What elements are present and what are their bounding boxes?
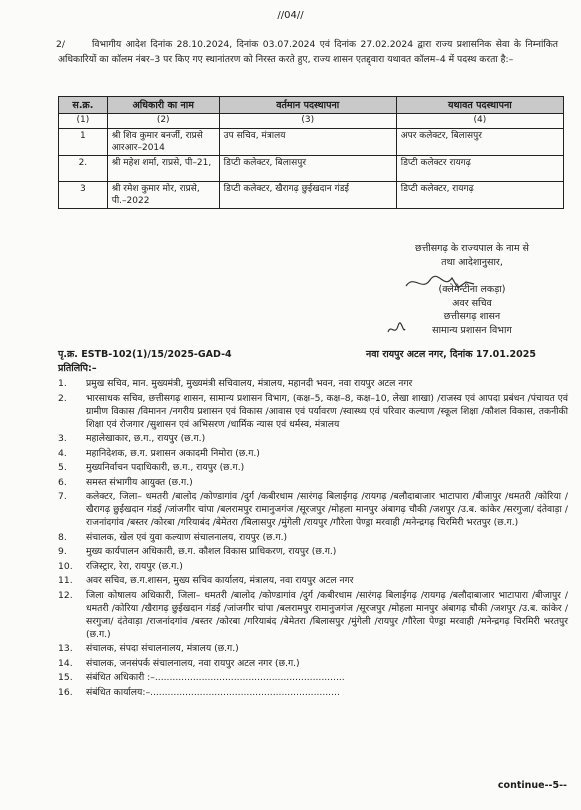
list-item: 15. संबंधित अधिकारी :–................................................................. (58, 672, 345, 683)
cell-officer: श्री महेश शर्मा, राप्रसे, पी–21, (107, 156, 219, 182)
col-number: (2) (107, 114, 219, 129)
list-item: 7. कलेक्टर, जिला– धमतरी /बालोद /कोण्डागांव /दुर्ग /कबीरधाम /सारंगढ़ बिलाईगढ़ /रायगढ़ /बलौदाबाजार भाटापारा /बीजापुर /धमतरी /कोरिया /खैरागढ़ छुईखदान गंडई /जांजगीर चांपा /बलरामपुर रामानुजगंज /सूरजपुर /मोहला मानपुर अंबागढ़ चौकी /जशपुर /उ.ब. कांकेर /सरगुजा/ दंतेवाड़ा /राजनांदगांव /बस्तर /कोरबा /गरियाबंद /बेमेतरा /बिलासपुर /मुंगेली /रायपुर /गौरेला पेण्ड्रा मरवाही /मनेन्द्रगढ़ चिरमिरी भरतपुर (छ.ग.) (58, 491, 568, 528)
list-item: 4. महानिदेशक, छ.ग. प्रशासन अकादमी निमोरा (छ.ग.) (58, 447, 260, 459)
col-number: (3) (219, 114, 396, 129)
reference-place-date: नवा रायपुर अटल नगर, दिनांक 17.01.2025 (366, 349, 536, 360)
cell-sno: 2. (59, 156, 108, 182)
list-item: 1. प्रमुख सचिव, मान. मुख्यमंत्री, मुख्यमंत्री सचिवालय, मंत्रालय, महानदी भवन, नवा रायपुर अटल नगर (58, 378, 413, 389)
reference-number: पृ.क्र. ESTB-102(1)/15/2025-GAD-4 (58, 349, 232, 360)
copy-to-label: प्रतिलिपि:– (58, 363, 97, 374)
cell-sno: 3 (59, 182, 108, 209)
list-item: 10. रजिस्ट्रार, रेरा, रायपुर (छ.ग.) (58, 560, 183, 572)
header-current-posting: वर्तमान पदस्थापना (219, 97, 396, 114)
table-row (59, 129, 564, 156)
list-item: 14. संचालक, जनसंपर्क संचालनालय, नवा रायपुर अटल नगर (छ.ग.) (58, 657, 300, 669)
list-item: 8. संचालक, खेल एवं युवा कल्याण संचालनालय, रायपुर (छ.ग.) (58, 531, 288, 543)
col-number: (4) (396, 114, 563, 129)
table-row (59, 156, 564, 182)
list-item: 9. मुख्य कार्यपालन अधिकारी, छ.ग. कौशल विकास प्राधिकरण, रायपुर (छ.ग.) (58, 546, 337, 557)
transfer-table (58, 96, 564, 209)
cell-retained: अपर कलेक्टर, बिलासपुर (396, 129, 563, 156)
list-item: 6. समस्त संभागीय आयुक्त (छ.ग.) (58, 476, 193, 488)
list-item: 12. जिला कोषालय अधिकारी, जिला– धमतरी /बालोद /कोण्डागांव /दुर्ग /कबीरधाम /सारंगढ़ बिलाईगढ़ /रायगढ़ /बलौदाबाजार भाटापारा /बीजापुर /धमतरी /कोरिया /खैरागढ़ छुईखदान गंडई /जांजगीर चांपा /बलरामपुर रामानुजगंज /सूरजपुर /मोहला मानपुर अंबागढ़ चौकी /जशपुर /उ.ब. कांकेर /सरगुजा/ दंतेवाड़ा /राजनांदगांव /बस्तर /कोरबा /गरियाबंद /बेमेतरा /बिलासपुर /मुंगेली /रायपुर /गौरेला पेण्ड्रा मरवाही /मनेन्द्रगढ़ चिरमिरी भरतपुर (छ.ग.) (58, 589, 568, 640)
cell-retained: डिप्टी कलेक्टर रायगढ़ (396, 156, 563, 182)
header-sno: स.क्र. (59, 97, 108, 114)
signatory-govt: छत्तीसगढ़ शासन (443, 311, 501, 322)
cell-current: उप सचिव, मंत्रालय (219, 129, 396, 156)
table-row (59, 182, 564, 209)
page-number: //04// (277, 10, 304, 21)
cell-current: डिप्टी कलेक्टर, खैरागढ़ छुईखदान गंडई (219, 182, 396, 209)
initial-mark (385, 320, 407, 340)
cell-officer: श्री रमेश कुमार मोर, राप्रसे, पी.–2022 (107, 182, 219, 209)
list-item: 11. अवर सचिव, छ.ग.शासन, मुख्य सचिव कार्यालय, मंत्रालय, नवा रायपुर अटल नगर (58, 575, 354, 586)
signatory-designation: अवर सचिव (452, 297, 492, 309)
cell-current: डिप्टी कलेक्टर, बिलासपुर (219, 156, 396, 182)
signature-line-2: तथा आदेशानुसार, (441, 256, 503, 268)
paragraph-text: विभागीय आदेश दिनांक 28.10.2024, दिनांक 03.07.2024 एवं दिनांक 27.02.2024 द्वारा राज्य प्रशासनिक सेवा के निम्नांकित अधिकारियों का कॉलम नंबर–3 पर किए गए स्थानांतरण को निरस्त करते हुए, राज्य शासन एतद्द्वारा यथावत कॉलम–4 में पदस्थ करता है:– (58, 39, 558, 65)
list-item: 13. संचालक, संपदा संचालनालय, मंत्रालय (छ.ग.) (58, 643, 239, 654)
list-item: 2. भारसाधक सचिव, छत्तीसगढ़ शासन, सामान्य प्रशासन विभाग, (कक्ष–5, कक्ष–8, कक्ष–10, लेखा शाखा) /राजस्व एवं आपदा प्रबंधन /पंचायत एवं ग्रामीण विकास /विमानन /नगरीय प्रशासन एवं विकास /आवास एवं पर्यावरण /स्वास्थ्य एवं परिवार कल्याण /स्कूल शिक्षा /कौशल विकास, तकनीकी शिक्षा एवं रोजगार /सुशासन एवं अभिसरण /धार्मिक न्यास एवं धर्मस्व, मंत्रालय (58, 392, 568, 430)
list-item: 5. मुख्यनिर्वाचन पदाधिकारी, छ.ग., रायपुर (छ.ग.) (58, 462, 245, 473)
paragraph-number: 2/ (56, 39, 65, 50)
cell-officer: श्री शिव कुमार बनर्जी, राप्रसे आरआर–2014 (107, 129, 219, 156)
continue-note: continue--5-- (497, 780, 567, 791)
header-retained-posting: यथावत पदस्थापना (396, 97, 563, 114)
handwritten-signature (400, 272, 480, 294)
signature-line-1: छत्तीसगढ़ के राज्यपाल के नाम से (415, 243, 529, 254)
signatory-name: (क्लेमेन्टीना लकड़ा) (438, 284, 506, 295)
cell-sno: 1 (59, 129, 108, 156)
copy-list (58, 377, 568, 700)
list-item: 3. महालेखाकार, छ.ग., रायपुर (छ.ग.) (58, 433, 206, 444)
cell-retained: डिप्टी कलेक्टर, रायगढ़ (396, 182, 563, 209)
order-paragraph (58, 38, 558, 67)
list-item: 16. संबंधित कार्यालय:–................................................................. (58, 686, 340, 698)
col-number: (1) (59, 114, 108, 129)
signatory-dept: सामान्य प्रशासन विभाग (432, 324, 512, 336)
header-officer-name: अधिकारी का नाम (107, 97, 219, 114)
